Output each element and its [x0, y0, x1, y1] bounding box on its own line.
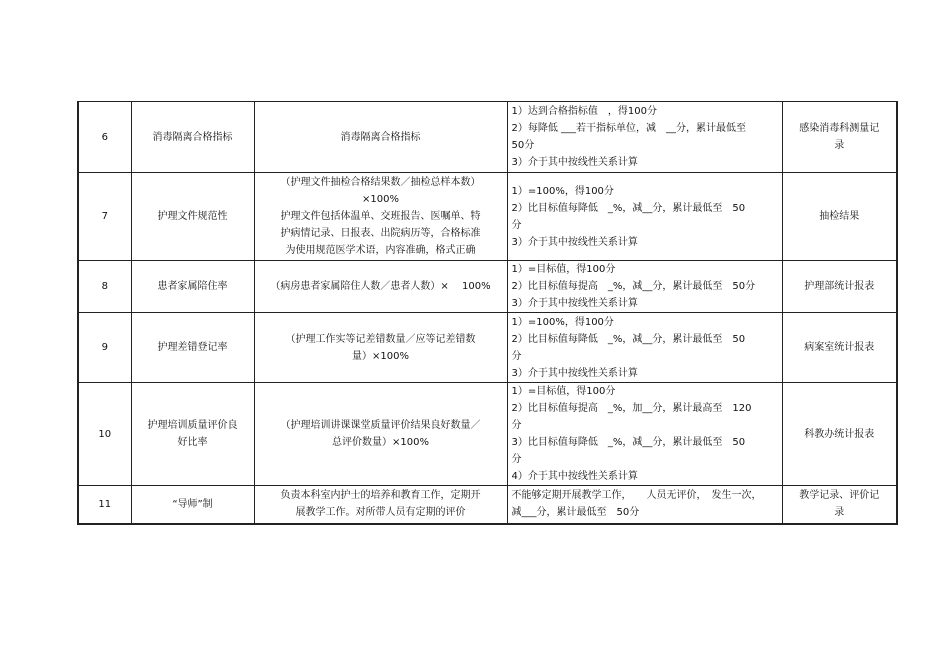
scoring-method-line: 2）比目标值每提高 _%，减__分，累计最低至 50分: [511, 281, 756, 292]
data-source-line: 录: [834, 140, 845, 151]
data-source-cell: [782, 313, 897, 383]
table-row: [78, 486, 897, 524]
index-text: 8: [101, 281, 108, 292]
index-cell: [78, 173, 131, 261]
data-source-cell: [782, 261, 897, 313]
index-cell: [78, 102, 131, 173]
indicator-name-line: 消毒隔离合格指标: [152, 131, 233, 143]
scoring-method-line: 50分: [511, 140, 535, 151]
indicator-name-cell: [131, 486, 254, 524]
formula-line: （护理工作实等记差错数量／应等记差错数: [285, 333, 476, 345]
data-source-cell: [782, 173, 897, 261]
scoring-method-line: 3）比目标值每降低 _%，减__分，累计最低至 50: [511, 437, 746, 448]
table-body: [78, 102, 897, 524]
formula-line: 总评价数量）×100%: [332, 437, 429, 448]
data-source-line: 护理部统计报表: [804, 281, 875, 292]
scoring-method-line: 2）每降低 ___若干指标单位，减 __分，累计最低至: [511, 123, 747, 134]
index-cell: [78, 261, 131, 313]
table-row: [78, 383, 897, 486]
scoring-method-line: 3）介于其中按线性关系计算: [511, 157, 638, 168]
scoring-method-line: 1）达到合格指标值 ，得100分: [511, 106, 657, 117]
index-text: 11: [98, 498, 112, 510]
formula-line: （护理文件抽检合格结果数／抽检总样本数）: [280, 177, 481, 188]
indicator-name-cell: [131, 261, 254, 313]
formula-line: 护病情记录、日报表、出院病历等，合格标准: [280, 228, 481, 239]
scoring-method-line: 2）比目标值每降低 _%，减__分，累计最低至 50: [511, 202, 746, 214]
scoring-method-line: 分: [511, 350, 522, 362]
table-row: [78, 102, 897, 173]
formula-line: 为使用规范医学术语，内容准确，格式正确: [285, 245, 476, 256]
indicator-name-cell: [131, 383, 254, 486]
indicator-name-line: 护理差错登记率: [157, 342, 228, 353]
indicator-name-line: 好比率: [177, 437, 208, 448]
formula-line: ×100%: [362, 194, 399, 205]
scoring-method-line: 1）=100%，得100分: [511, 185, 614, 197]
index-text: 6: [101, 131, 108, 143]
indicator-name-line: “导师”制: [172, 498, 213, 510]
table-row: [78, 173, 897, 261]
index-text: 7: [101, 211, 108, 222]
formula-cell: [254, 486, 507, 524]
scoring-method-line: 不能够定期开展教学工作， 人员无评价， 发生一次，: [511, 490, 762, 502]
scoring-method-line: 2）比目标值每提高 _%，加__分，累计最高至 120: [511, 403, 752, 414]
scoring-method-line: 减___分，累计最低至 50分: [511, 507, 640, 519]
indicator-name-line: 护理文件规范性: [157, 211, 228, 222]
formula-cell: [254, 261, 507, 313]
scoring-method-cell: [507, 486, 782, 524]
scoring-method-line: 1）=100%，得100分: [511, 316, 614, 328]
formula-cell: [254, 102, 507, 173]
scoring-method-line: 分: [511, 420, 522, 431]
formula-line: 负责本科室内护士的培养和教育工作，定期开: [280, 490, 481, 502]
scoring-method-cell: [507, 313, 782, 383]
data-source-cell: [782, 102, 897, 173]
data-source-cell: [782, 383, 897, 486]
index-cell: [78, 486, 131, 524]
formula-line: （护理培训讲课课堂质量评价结果良好数量／: [280, 420, 481, 431]
index-cell: [78, 313, 131, 383]
indicator-name-line: 患者家属陪住率: [157, 281, 228, 292]
scoring-method-line: 3）介于其中按线性关系计算: [511, 236, 638, 248]
scoring-method-cell: [507, 102, 782, 173]
indicator-name-cell: [131, 313, 254, 383]
scoring-method-line: 1）=目标值，得100分: [511, 264, 616, 275]
scoring-method-line: 1）=目标值，得100分: [511, 386, 616, 397]
formula-cell: [254, 383, 507, 486]
indicator-name-cell: [131, 173, 254, 261]
scoring-method-cell: [507, 383, 782, 486]
data-source-line: 科教办统计报表: [804, 428, 875, 440]
scoring-method-line: 4）介于其中按线性关系计算: [511, 471, 638, 482]
index-cell: [78, 383, 131, 486]
table-row: [78, 261, 897, 313]
formula-line: 展教学工作。对所带人员有定期的评价: [295, 507, 466, 519]
scoring-method-line: 分: [511, 454, 522, 465]
table-row: [78, 313, 897, 383]
formula-line: （病房患者家属陪住人数／患者人数）× 100%: [270, 281, 491, 292]
scoring-method-cell: [507, 261, 782, 313]
data-source-line: 抽检结果: [819, 211, 860, 222]
scoring-method-line: 3）介于其中按线性关系计算: [511, 367, 638, 379]
scoring-method-line: 2）比目标值每降低 _%，减__分，累计最低至 50: [511, 333, 746, 345]
scoring-method-line: 分: [511, 219, 522, 231]
scoring-method-line: 3）介于其中按线性关系计算: [511, 298, 638, 309]
formula-line: 护理文件包括体温单、交班报告、医嘱单、特: [280, 211, 481, 222]
data-source-line: 病案室统计报表: [804, 342, 875, 353]
scoring-method-cell: [507, 173, 782, 261]
indicator-name-line: 护理培训质量评价良: [147, 420, 238, 431]
scoring-table: [77, 101, 898, 525]
index-text: 9: [101, 342, 108, 353]
index-text: 10: [98, 428, 112, 440]
formula-line: 消毒隔离合格指标: [340, 131, 421, 143]
indicator-name-cell: [131, 102, 254, 173]
formula-cell: [254, 313, 507, 383]
formula-line: 量）×100%: [352, 350, 409, 362]
data-source-line: 录: [834, 507, 845, 519]
data-source-line: 感染消毒科测量记: [799, 123, 880, 134]
data-source-cell: [782, 486, 897, 524]
data-source-line: 教学记录、评价记: [799, 490, 880, 502]
formula-cell: [254, 173, 507, 261]
